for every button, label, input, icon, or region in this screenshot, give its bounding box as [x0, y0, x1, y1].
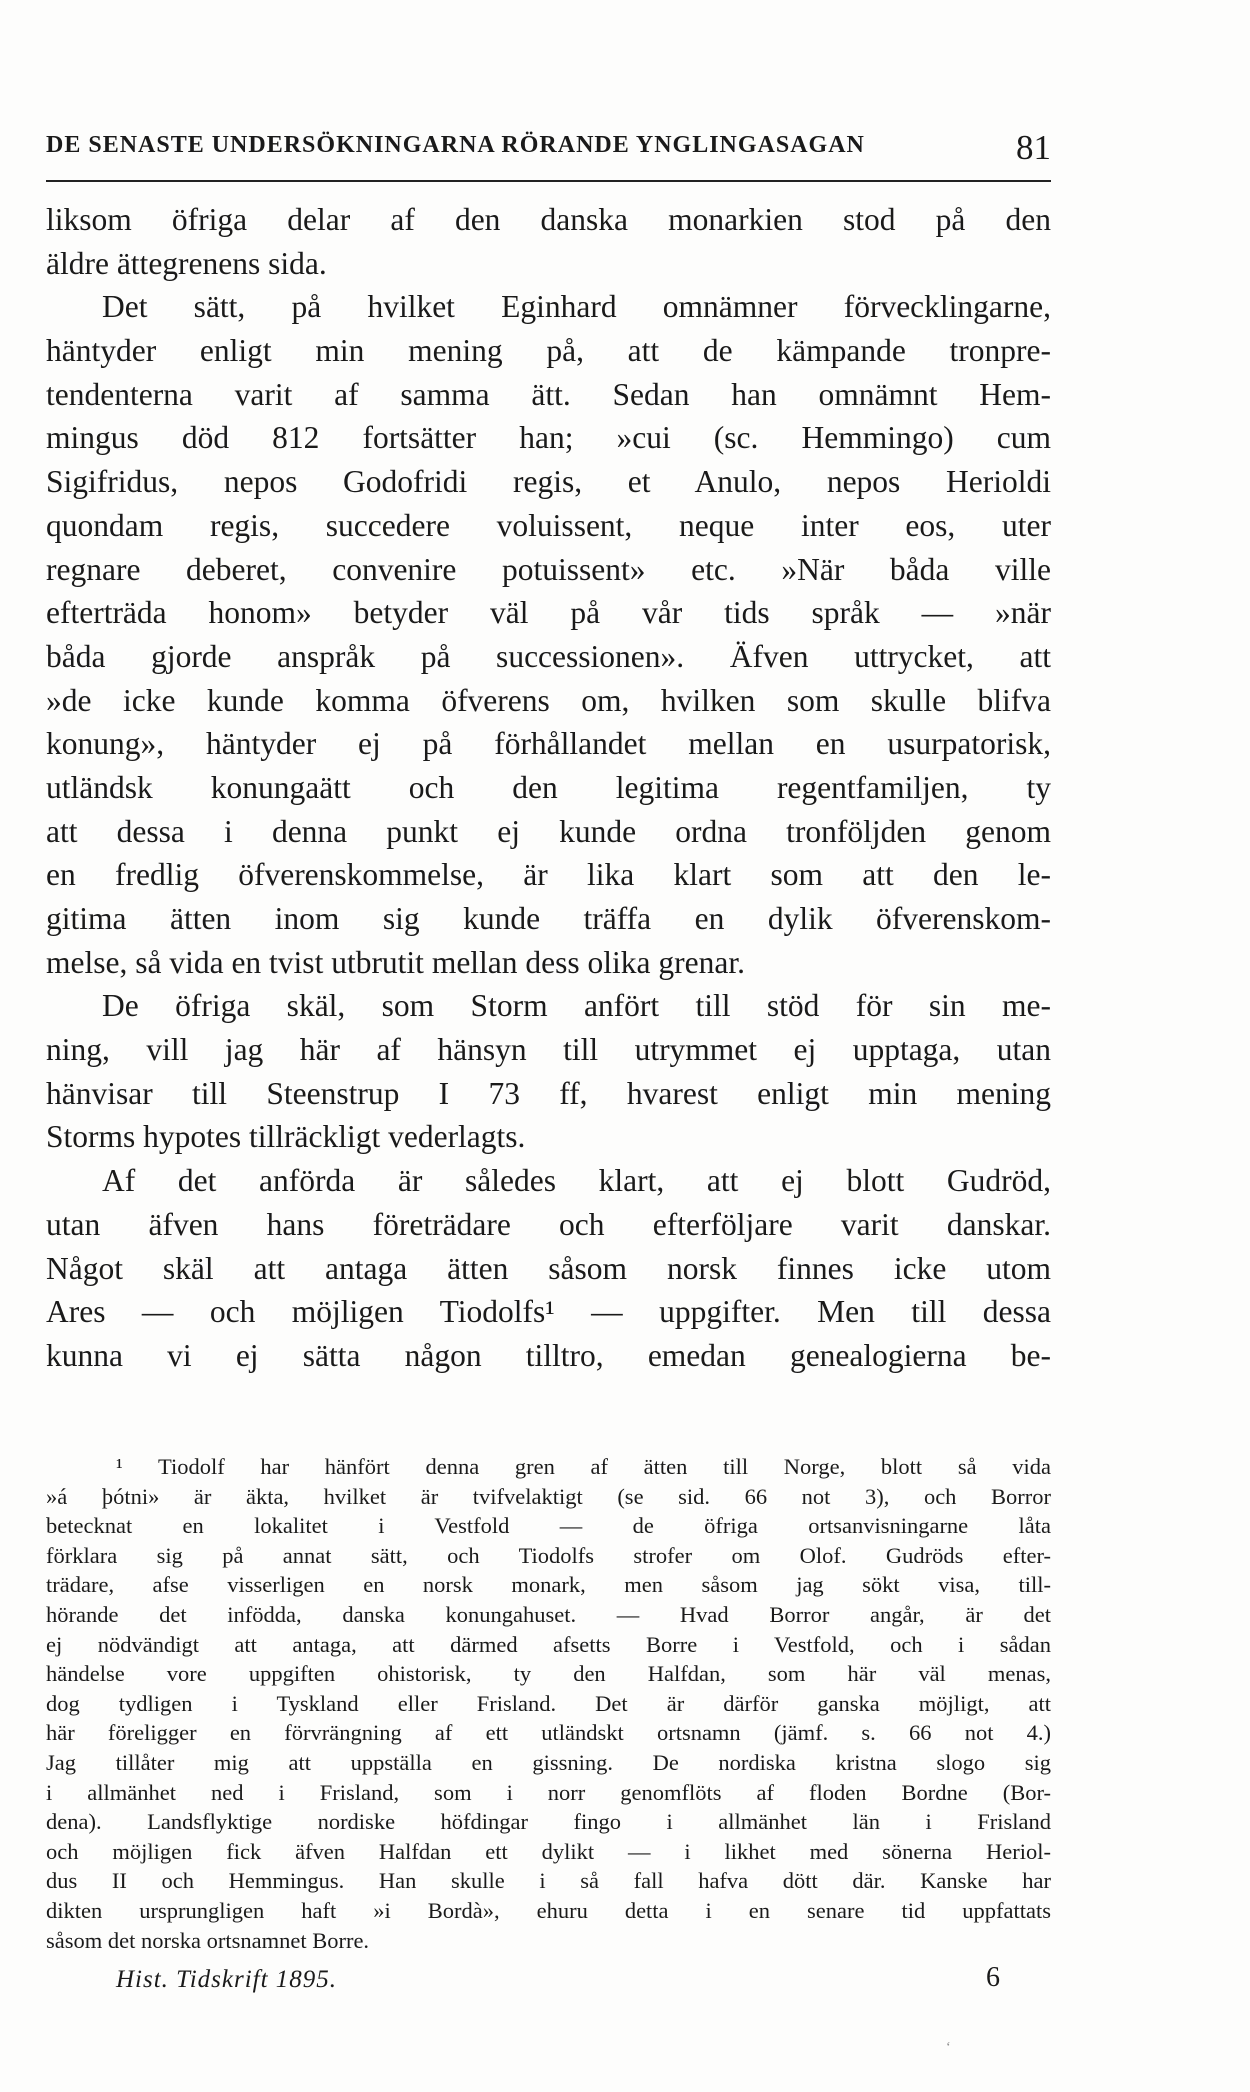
- text-line: ning, vill jag här af hänsyn till utrymmet ej upptaga, utan: [46, 1032, 1051, 1068]
- text-line: De öfriga skäl, som Storm anfört till stöd för sin me-: [102, 988, 1051, 1024]
- header-rule: [46, 180, 1051, 182]
- text-line: konung», häntyder ej på förhållandet mellan en usurpatorisk,: [46, 726, 1051, 762]
- text-line: gitima ätten inom sig kunde träffa en dylik öfverenskom-: [46, 901, 1051, 936]
- text-line: hänvisar till Steenstrup I 73 ff, hvarest enligt min mening: [46, 1075, 1051, 1111]
- text-line: att dessa i denna punkt ej kunde ordna tronföljden genom: [46, 813, 1051, 849]
- footnote-line: dikten ursprungligen haft »i Bordà», ehuru detta i en senare tid uppfattats: [46, 1897, 1051, 1923]
- text-line: häntyder enligt min mening på, att de kämpande tronpre-: [46, 333, 1051, 369]
- footnote-line: Jag tillåter mig att uppställa en gissning. De nordiska kristna slogo sig: [46, 1749, 1051, 1775]
- running-head: [46, 128, 1051, 168]
- signature-mark: 6: [986, 1962, 1000, 1993]
- footnote-line: betecknat en lokalitet i Vestfold — de öfriga ortsanvisningarne låta: [46, 1513, 1051, 1539]
- footnote-line: ej nödvändigt att antaga, att därmed afsetts Borre i Vestfold, och i sådan: [46, 1631, 1051, 1657]
- footnote-line: hörande det infödda, danska konungahuset. — Hvad Borror angår, är det: [46, 1601, 1051, 1627]
- page-number: 81: [1016, 128, 1051, 167]
- text-line: liksom öfriga delar af den danska monarkien stod på den: [46, 202, 1051, 237]
- text-line: kunna vi ej sätta någon tilltro, emedan genealogierna be-: [46, 1337, 1051, 1373]
- footnote-line: dus II och Hemmingus. Han skulle i så fall hafva dött där. Kanske har: [46, 1868, 1051, 1894]
- footnote-line: ¹ Tiodolf har hänfört denna gren af ätten till Norge, blott så vida: [116, 1454, 1051, 1479]
- footnote-line: händelse vore uppgiften ohistorisk, ty den Halfdan, som här väl menas,: [46, 1661, 1051, 1687]
- text-line: efterträda honom» betyder väl på vår tids språk — »när: [46, 595, 1051, 631]
- text-line: regnare deberet, convenire potuissent» etc. »När båda ville: [46, 551, 1051, 587]
- text-line: utan äfven hans företrädare och efterföljare varit danskar.: [46, 1206, 1051, 1242]
- footnote-line: här föreligger en förvrängning af ett utländskt ortsnamn (jämf. s. 66 not 4.): [46, 1720, 1051, 1746]
- text-line: båda gjorde anspråk på successionen». Äfven uttrycket, att: [46, 638, 1051, 674]
- text-line: Något skäl att antaga ätten såsom norsk finnes icke utom: [46, 1250, 1051, 1286]
- text-line: Ares — och möjligen Tiodolfs¹ — uppgifter. Men till dessa: [46, 1294, 1051, 1330]
- footnote-line: »á þótni» är äkta, hvilket är tvifvelaktigt (se sid. 66 not 3), och Borror: [46, 1483, 1051, 1509]
- text-line: »de icke kunde komma öfverens om, hvilken som skulle blifva: [46, 682, 1051, 718]
- text-line: quondam regis, succedere voluissent, neque inter eos, uter: [46, 507, 1051, 543]
- running-title: DE SENASTE UNDERSÖKNINGARNA RÖRANDE YNGLINGASAGAN: [46, 132, 865, 158]
- text-line: Sigifridus, nepos Godofridi regis, et Anulo, nepos Herioldi: [46, 464, 1051, 500]
- footnote-line: förklara sig på annat sätt, och Tiodolfs strofer om Olof. Gudröds efter-: [46, 1542, 1051, 1568]
- stray-mark: ‘: [946, 2040, 951, 2055]
- text-line: Det sätt, på hvilket Eginhard omnämner förvecklingarne,: [102, 289, 1051, 325]
- footnote-line: såsom det norska ortsnamnet Borre.: [46, 1927, 370, 1953]
- footnote-line: dena). Landsflyktige nordiske höfdingar fingo i allmänhet län i Frisland: [46, 1809, 1051, 1835]
- text-line: tendenterna varit af samma ätt. Sedan han omnämnt Hem-: [46, 376, 1051, 412]
- text-line: utländsk konungaätt och den legitima regentfamiljen, ty: [46, 769, 1051, 805]
- body-text: [46, 198, 1051, 1378]
- footnotes: [46, 1452, 1051, 1955]
- text-line: Af det anförda är således klart, att ej blott Gudröd,: [102, 1163, 1051, 1199]
- text-line: mingus död 812 fortsätter han; »cui (sc. Hemmingo) cum: [46, 420, 1051, 456]
- footnote-line: i allmänhet ned i Frisland, som i norr genomflöts af floden Bordne (Bor-: [46, 1779, 1051, 1805]
- text-line: melse, så vida en tvist utbrutit mellan dess olika grenar.: [46, 944, 745, 980]
- text-line: äldre ättegrenens sida.: [46, 245, 327, 281]
- footnote-line: trädare, afse visserligen en norsk monark, men såsom jag sökt visa, till-: [46, 1572, 1051, 1598]
- text-line: Storms hypotes tillräckligt vederlagts.: [46, 1119, 526, 1155]
- text-line: en fredlig öfverenskommelse, är lika klart som att den le-: [46, 857, 1051, 893]
- footnote-line: dog tydligen i Tyskland eller Frisland. Det är därför ganska möjligt, att: [46, 1690, 1051, 1716]
- journal-signature: Hist. Tidskrift 1895.: [116, 1966, 338, 1993]
- page-footer: [116, 1962, 1000, 2006]
- footnote-line: och möjligen fick äfven Halfdan ett dylikt — i likhet med sönerna Heriol-: [46, 1838, 1051, 1864]
